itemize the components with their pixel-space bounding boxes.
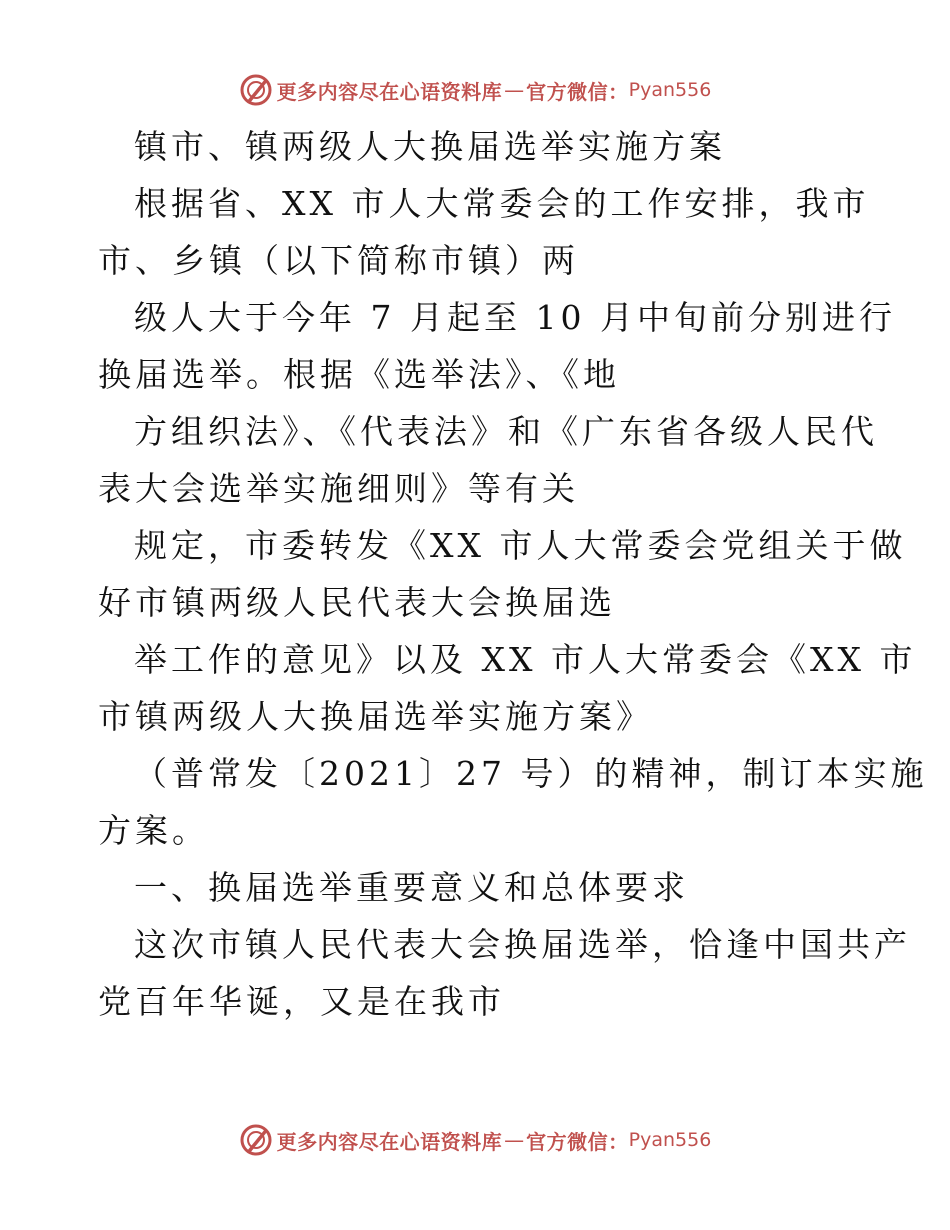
watermark-contact-label: 官方微信： bbox=[526, 1129, 629, 1154]
paragraph-line: 表大会选举实施细则》等有关 bbox=[98, 469, 579, 508]
paragraph-line: 规定，市委转发《XX 市人大常委会党组关于做 bbox=[134, 526, 907, 565]
watermark-main-text: 更多内容尽在心语资料库 bbox=[276, 1129, 503, 1154]
paragraph-line: 举工作的意见》以及 XX 市人大常委会《XX 市 bbox=[134, 640, 917, 679]
watermark-contact-label: 官方微信： bbox=[526, 79, 629, 104]
paragraph-line: 级人大于今年 7 月起至 10 月中旬前分别进行 bbox=[134, 298, 896, 337]
document-title-line: 镇市、镇两级人大换届选举实施方案 bbox=[134, 127, 726, 166]
watermark-main-text: 更多内容尽在心语资料库 bbox=[276, 79, 503, 104]
paragraph-line: 党百年华诞，又是在我市 bbox=[98, 982, 505, 1021]
paragraph-line: 市、乡镇（以下简称市镇）两 bbox=[98, 241, 579, 280]
paragraph-line: 市镇两级人大换届选举实施方案》 bbox=[98, 697, 653, 736]
paragraph-line: 这次市镇人民代表大会换届选举，恰逢中国共产 bbox=[134, 925, 911, 964]
paragraph-line: 换届选举。根据《选举法》、《地 bbox=[98, 355, 620, 394]
paragraph-line: 好市镇两级人民代表大会换届选 bbox=[98, 583, 616, 622]
footer-watermark-banner bbox=[0, 1120, 950, 1160]
watermark-contact-id: Pyan556 bbox=[628, 1129, 712, 1151]
quill-seal-icon bbox=[239, 1123, 273, 1157]
paragraph-line: 方组织法》、《代表法》和《广东省各级人民代 bbox=[134, 412, 878, 451]
watermark-contact-id: Pyan556 bbox=[628, 79, 712, 101]
document-body bbox=[98, 118, 928, 1030]
section-heading-line: 一、换届选举重要意义和总体要求 bbox=[134, 868, 689, 907]
paragraph-line: 根据省、XX 市人大常委会的工作安排，我市 bbox=[134, 184, 870, 223]
quill-seal-icon bbox=[239, 73, 273, 107]
watermark-separator: — bbox=[504, 1128, 525, 1152]
paragraph-line: 方案。 bbox=[98, 811, 209, 850]
header-watermark-banner bbox=[0, 70, 950, 110]
paragraph-line: （普常发〔2021〕27 号）的精神，制订本实施 bbox=[134, 754, 928, 793]
watermark-separator: — bbox=[504, 78, 525, 102]
